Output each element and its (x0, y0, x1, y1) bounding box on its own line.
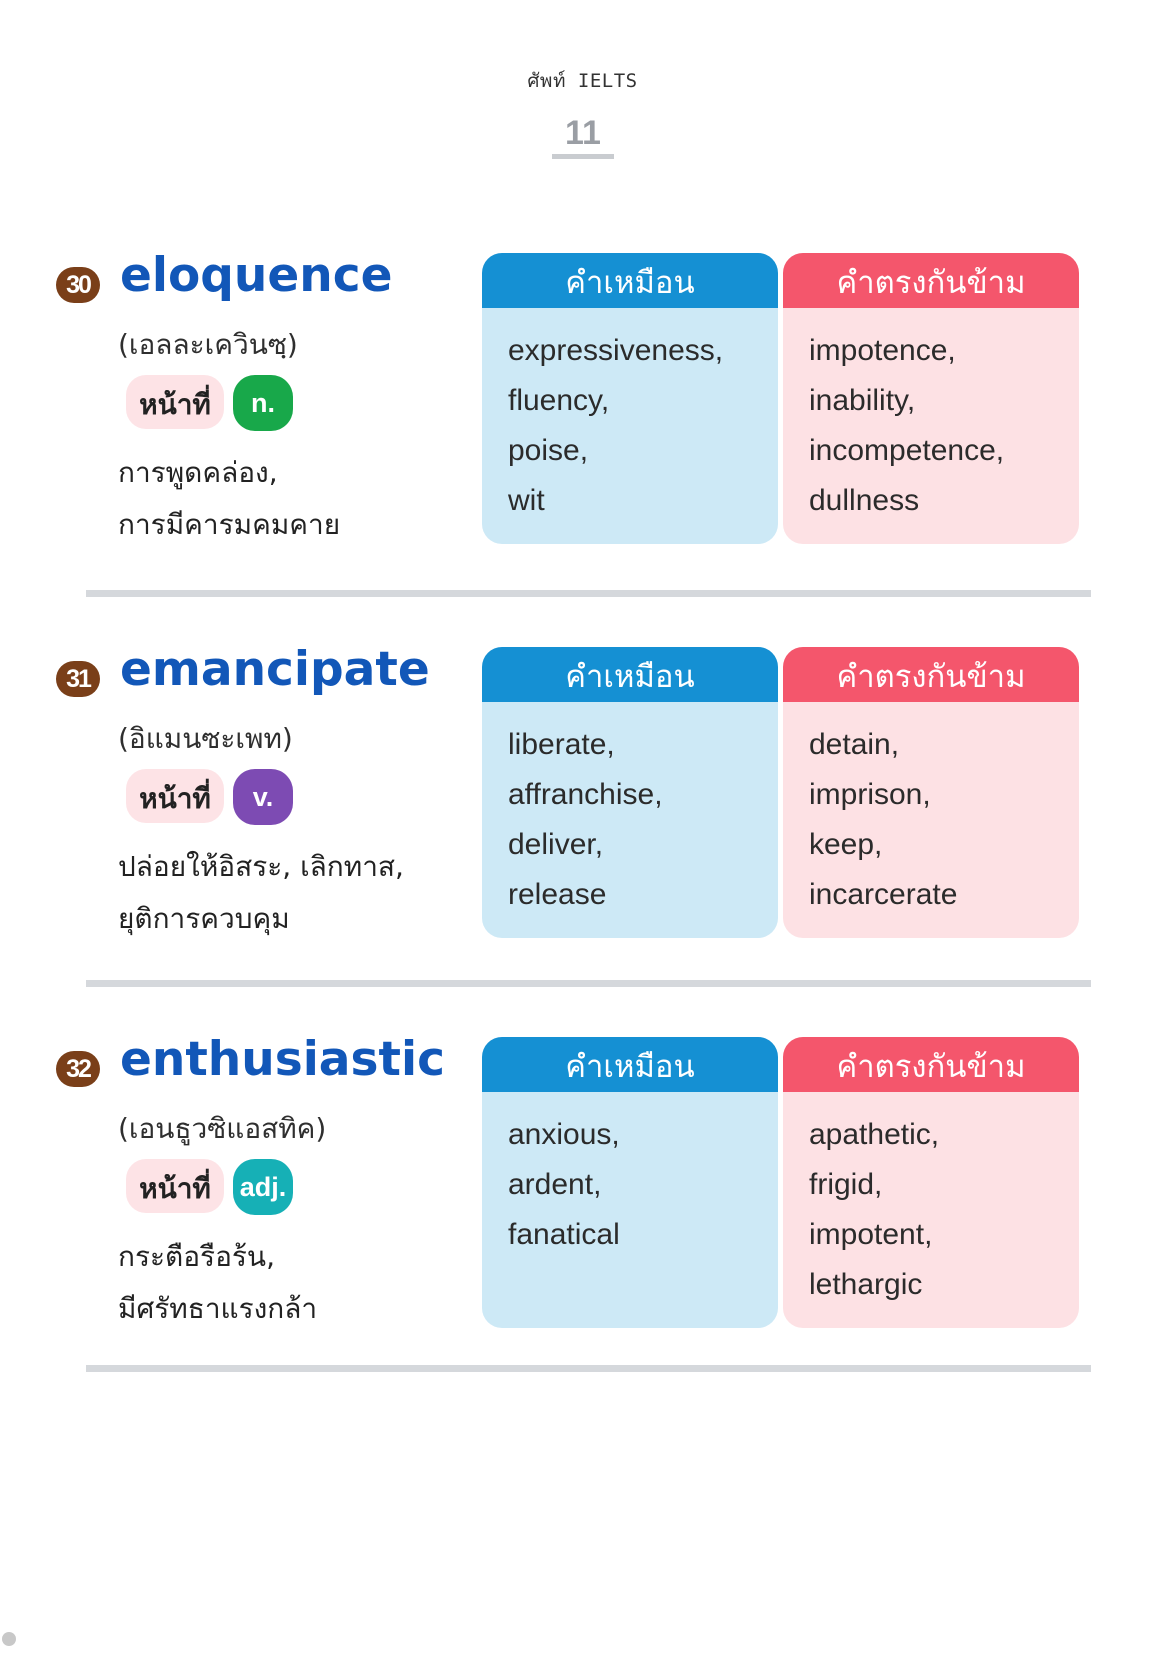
synonyms-header: คำเหมือน (482, 647, 778, 702)
antonym-list (783, 308, 1079, 526)
antonyms-box (783, 1037, 1079, 1328)
synonym-item: fluency, (508, 384, 610, 417)
synonym-item: expressiveness, (508, 334, 724, 367)
pronunciation: (เอนธูวซิแอสทิค) (118, 1112, 327, 1145)
headword: enthusiastic (120, 1032, 445, 1087)
synonym-list (482, 308, 778, 526)
antonym-item: incarcerate (809, 878, 958, 911)
part-of-speech-label: หน้าที่ (126, 769, 224, 823)
synonyms-header: คำเหมือน (482, 253, 778, 308)
antonym-item: keep, (809, 828, 883, 861)
synonym-item: release (508, 878, 607, 911)
meaning-line: การมีคารมคมคาย (118, 508, 341, 541)
synonyms-header: คำเหมือน (482, 1037, 778, 1092)
running-head: ศัพท์ IELTS (527, 70, 638, 92)
synonym-item: ardent, (508, 1168, 602, 1201)
part-of-speech-badge: n. (233, 375, 293, 431)
entry-number: 31 (56, 661, 100, 697)
meaning-line: การพูดคล่อง, (118, 456, 278, 489)
antonym-item: frigid, (809, 1168, 883, 1201)
entry-divider (86, 590, 1091, 597)
synonym-item: liberate, (508, 728, 615, 761)
page-number: 11 (552, 114, 614, 159)
synonyms-box (482, 253, 778, 544)
part-of-speech-label: หน้าที่ (126, 1159, 224, 1213)
entry-divider (86, 1365, 1091, 1372)
pronunciation: (เอลละเควินซฺ) (118, 328, 298, 361)
entry-divider (86, 980, 1091, 987)
meaning-line: ปล่อยให้อิสระ, เลิกทาส, (118, 850, 404, 883)
antonyms-box (783, 647, 1079, 938)
synonym-item: wit (508, 484, 545, 517)
synonym-item: fanatical (508, 1218, 620, 1251)
antonym-item: inability, (809, 384, 916, 417)
vocab-entry (0, 248, 1165, 553)
antonym-list (783, 1092, 1079, 1310)
antonym-item: apathetic, (809, 1118, 940, 1151)
thai-meaning (118, 841, 458, 945)
headword: eloquence (120, 248, 393, 303)
vocab-entry (0, 1032, 1165, 1337)
vocab-entry (0, 642, 1165, 947)
meaning-line: กระตือรือร้น, (118, 1240, 275, 1273)
antonym-item: dullness (809, 484, 920, 517)
meaning-line: มีศรัทธาแรงกล้า (118, 1292, 318, 1325)
entry-number: 30 (56, 267, 100, 303)
antonyms-header: คำตรงกันข้าม (783, 647, 1079, 702)
antonyms-header: คำตรงกันข้าม (783, 253, 1079, 308)
thai-meaning (118, 1231, 458, 1335)
part-of-speech-badge: v. (233, 769, 293, 825)
synonym-list (482, 1092, 778, 1260)
antonym-item: detain, (809, 728, 900, 761)
synonym-item: anxious, (508, 1118, 620, 1151)
synonym-item: deliver, (508, 828, 604, 861)
antonym-item: impotent, (809, 1218, 933, 1251)
synonym-item: affranchise, (508, 778, 663, 811)
thai-meaning (118, 447, 458, 551)
part-of-speech-label: หน้าที่ (126, 375, 224, 429)
page-corner-dot (2, 1632, 16, 1646)
antonym-item: imprison, (809, 778, 931, 811)
antonym-item: lethargic (809, 1268, 923, 1301)
antonym-item: impotence, (809, 334, 956, 367)
antonym-item: incompetence, (809, 434, 1005, 467)
antonyms-header: คำตรงกันข้าม (783, 1037, 1079, 1092)
synonyms-box (482, 1037, 778, 1328)
synonym-list (482, 702, 778, 920)
synonym-item: poise, (508, 434, 589, 467)
headword: emancipate (120, 642, 430, 697)
antonym-list (783, 702, 1079, 920)
synonyms-box (482, 647, 778, 938)
meaning-line: ยุติการควบคุม (118, 902, 290, 935)
part-of-speech-badge: adj. (233, 1159, 293, 1215)
entry-number: 32 (56, 1051, 100, 1087)
antonyms-box (783, 253, 1079, 544)
pronunciation: (อิแมนซะเพท) (118, 722, 293, 755)
